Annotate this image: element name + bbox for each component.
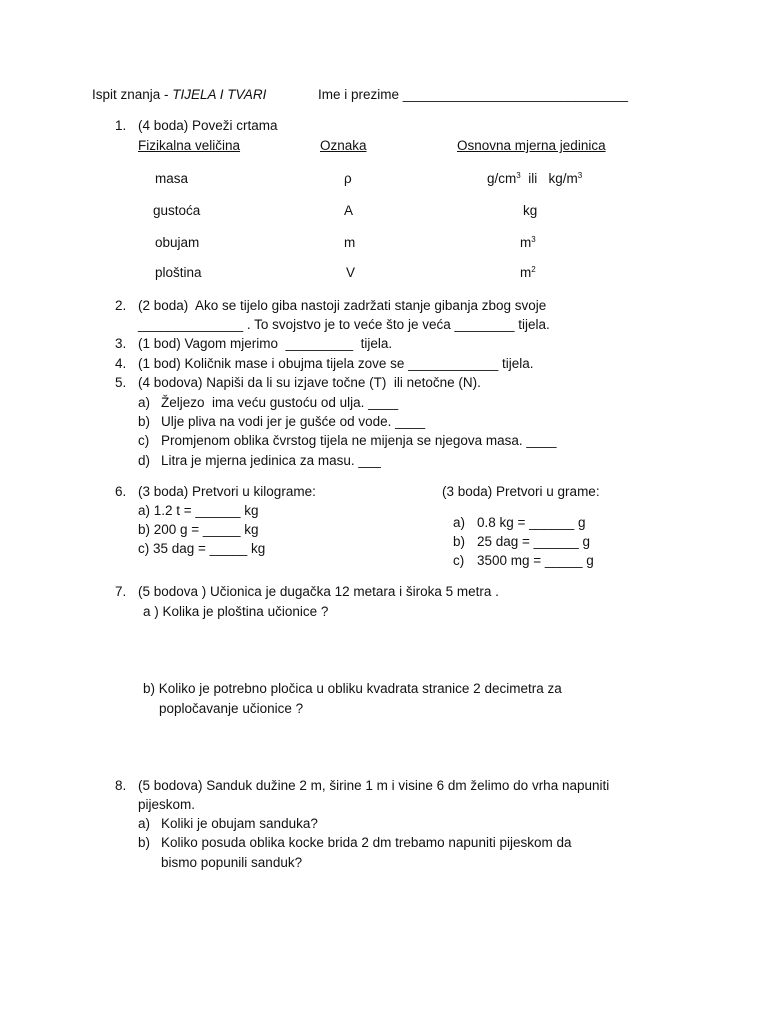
q5-number: 5. — [115, 375, 127, 390]
q1-symbol: V — [346, 265, 356, 280]
q1-symbol: m — [344, 235, 356, 250]
name-field: Ime i prezime ______________________________ — [318, 87, 629, 102]
q6-item: b) 200 g = _____ kg — [138, 522, 259, 537]
q5-item-text: Promjenom oblika čvrstog tijela ne mijenja se njegova masa. ____ — [161, 433, 557, 448]
q1-text: (4 boda) Poveži crtama — [138, 118, 278, 133]
q5-item-label: c) — [138, 433, 150, 448]
q6-right-item-text: 0.8 kg = ______ g — [477, 515, 586, 530]
q2-line2: ______________ . To svojstvo je to veće što je veća ________ tijela. — [138, 317, 550, 332]
q4-text: (1 bod) Količnik mase i obujma tijela zove se ____________ tijela. — [138, 356, 534, 371]
q2-number: 2. — [115, 298, 127, 313]
q1-symbol: ρ — [344, 171, 352, 186]
q8-item-label: b) — [138, 835, 151, 850]
q1-quantity: ploština — [155, 265, 202, 280]
q5-text: (4 bodova) Napiši da li su izjave točne (T) ili netočne (N). — [138, 375, 481, 390]
q1-unit: $g/cm^3$ ili $kg/m^3$ — [487, 171, 583, 186]
q7-part-a: a ) Kolika je ploština učionice ? — [143, 604, 329, 619]
q4-number: 4. — [115, 356, 127, 371]
q6-right-item-label: c) — [453, 553, 465, 568]
q2-line1: (2 boda) Ako se tijelo giba nastoji zadržati stanje gibanja zbog svoje — [138, 298, 547, 313]
q5-item-text: Litra je mjerna jedinica za masu. ___ — [161, 453, 381, 468]
q6-item: a) 1.2 t = ______ kg — [138, 503, 259, 518]
q1-header-symbol: Oznaka — [320, 138, 367, 153]
q7-part-b: b) Koliko je potrebno pločica u obliku kvadrata stranice 2 decimetra za — [143, 681, 562, 696]
q3-text: (1 bod) Vagom mjerimo _________ tijela. — [138, 336, 393, 351]
q6-right-item-label: b) — [453, 534, 466, 549]
q1-header-quantity: Fizikalna veličina — [138, 138, 241, 153]
q1-unit: $m^3$ — [520, 235, 536, 250]
q1-number: 1. — [115, 118, 127, 133]
q5-item-text: Željezo ima veću gustoću od ulja. ____ — [161, 395, 399, 410]
exam-title: TIJELA I TVARI — [172, 87, 267, 102]
q1-unit: $m^2$ — [520, 265, 536, 280]
q6-right-item-text: 25 dag = ______ g — [477, 534, 590, 549]
q1-header-unit: Osnovna mjerna jedinica — [457, 138, 606, 153]
q5-item-label: b) — [138, 414, 151, 429]
q7-number: 7. — [115, 584, 127, 599]
q8-number: 8. — [115, 778, 127, 793]
q5-item-text: Ulje pliva na vodi jer je gušće od vode. ____ — [161, 414, 426, 429]
q1-quantity: masa — [155, 171, 189, 186]
q3-number: 3. — [115, 336, 127, 351]
q5-item-label: d) — [138, 453, 151, 468]
q6-right-item-text: 3500 mg = _____ g — [477, 553, 594, 568]
q6-right-item-label: a) — [453, 515, 466, 530]
q8-item-text: Koliko posuda oblika kocke brida 2 dm trebamo napuniti pijeskom da — [161, 835, 572, 850]
q1-symbol: A — [344, 203, 354, 218]
q7-part-b-cont: popločavanje učionice ? — [159, 701, 304, 716]
q8-item-label: a) — [138, 816, 151, 831]
q8-item-cont: bismo popunili sanduk? — [161, 855, 303, 870]
q6-text: (3 boda) Pretvori u kilograme: — [138, 484, 316, 499]
q1-quantity: gustoća — [153, 203, 201, 218]
q6-item: c) 35 dag = _____ kg — [138, 541, 266, 556]
q6-number: 6. — [115, 484, 127, 499]
q1-unit: kg — [523, 203, 538, 218]
exam-header — [92, 87, 266, 103]
q8-item-text: Koliki je obujam sanduka? — [161, 816, 318, 831]
q8-line2: pijeskom. — [138, 797, 196, 812]
q5-item-label: a) — [138, 395, 151, 410]
q7-text: (5 bodova ) Učionica je dugačka 12 metara i široka 5 metra . — [138, 584, 499, 599]
q1-quantity: obujam — [155, 235, 200, 250]
q6-right-text: (3 boda) Pretvori u grame: — [442, 484, 600, 499]
header-prefix: Ispit znanja - — [92, 87, 173, 102]
q8-line1: (5 bodova) Sanduk dužine 2 m, širine 1 m i visine 6 dm želimo do vrha napuniti — [138, 778, 610, 793]
